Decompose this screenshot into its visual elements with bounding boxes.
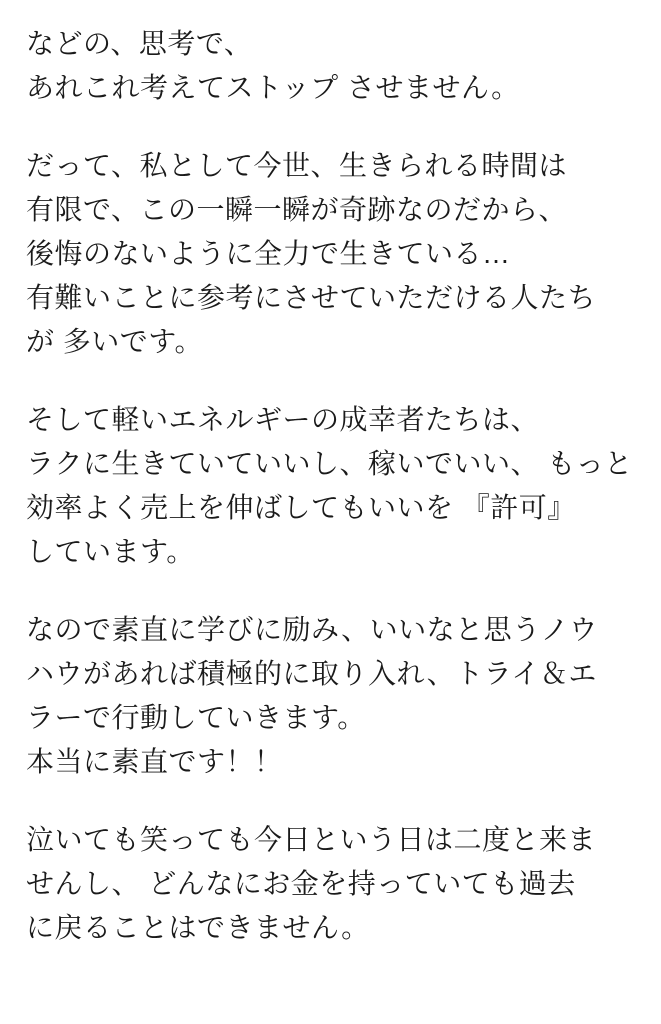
text-line: ハウがあれば積極的に取り入れ、トライ＆エ bbox=[26, 658, 597, 689]
text-line: だって、私として今世、生きられる時間は bbox=[26, 150, 567, 181]
text-line: 本当に素直です！！ bbox=[26, 746, 283, 777]
text-line: 泣いても笑っても今日という日は二度と来ま bbox=[26, 824, 597, 855]
text-line: 有限で、この一瞬一瞬が奇跡なのだから、 bbox=[26, 194, 567, 225]
text-line: ラーで行動していきます。 bbox=[26, 702, 366, 733]
text-line: しています。 bbox=[26, 536, 195, 567]
paragraph-block bbox=[26, 818, 637, 950]
text-line: などの、思考で、 bbox=[26, 28, 253, 59]
paragraph-block bbox=[26, 398, 637, 574]
text-line: 効率よく売上を伸ばしてもいいを 『許可』 bbox=[26, 492, 576, 523]
text-line: なので素直に学びに励み、いいなと思うノウ bbox=[26, 614, 598, 645]
paragraph-block bbox=[26, 22, 637, 110]
text-line: 有難いことに参考にさせていただける人たち bbox=[26, 282, 597, 313]
text-line: せんし、 どんなにお金を持っていても過去 bbox=[26, 868, 576, 899]
text-line: に戻ることはできません。 bbox=[26, 912, 370, 943]
paragraph-block bbox=[26, 144, 637, 364]
text-line: 後悔のないように全力で生きている… bbox=[26, 238, 511, 269]
text-line: あれこれ考えてストップ させません。 bbox=[26, 72, 520, 103]
paragraph-block bbox=[26, 608, 637, 784]
text-line: が 多いです。 bbox=[26, 326, 204, 357]
text-line: そして軽いエネルギーの成幸者たちは、 bbox=[26, 404, 540, 435]
text-line: ラクに生きていていいし、稼いでいい、 もっと bbox=[26, 448, 633, 479]
